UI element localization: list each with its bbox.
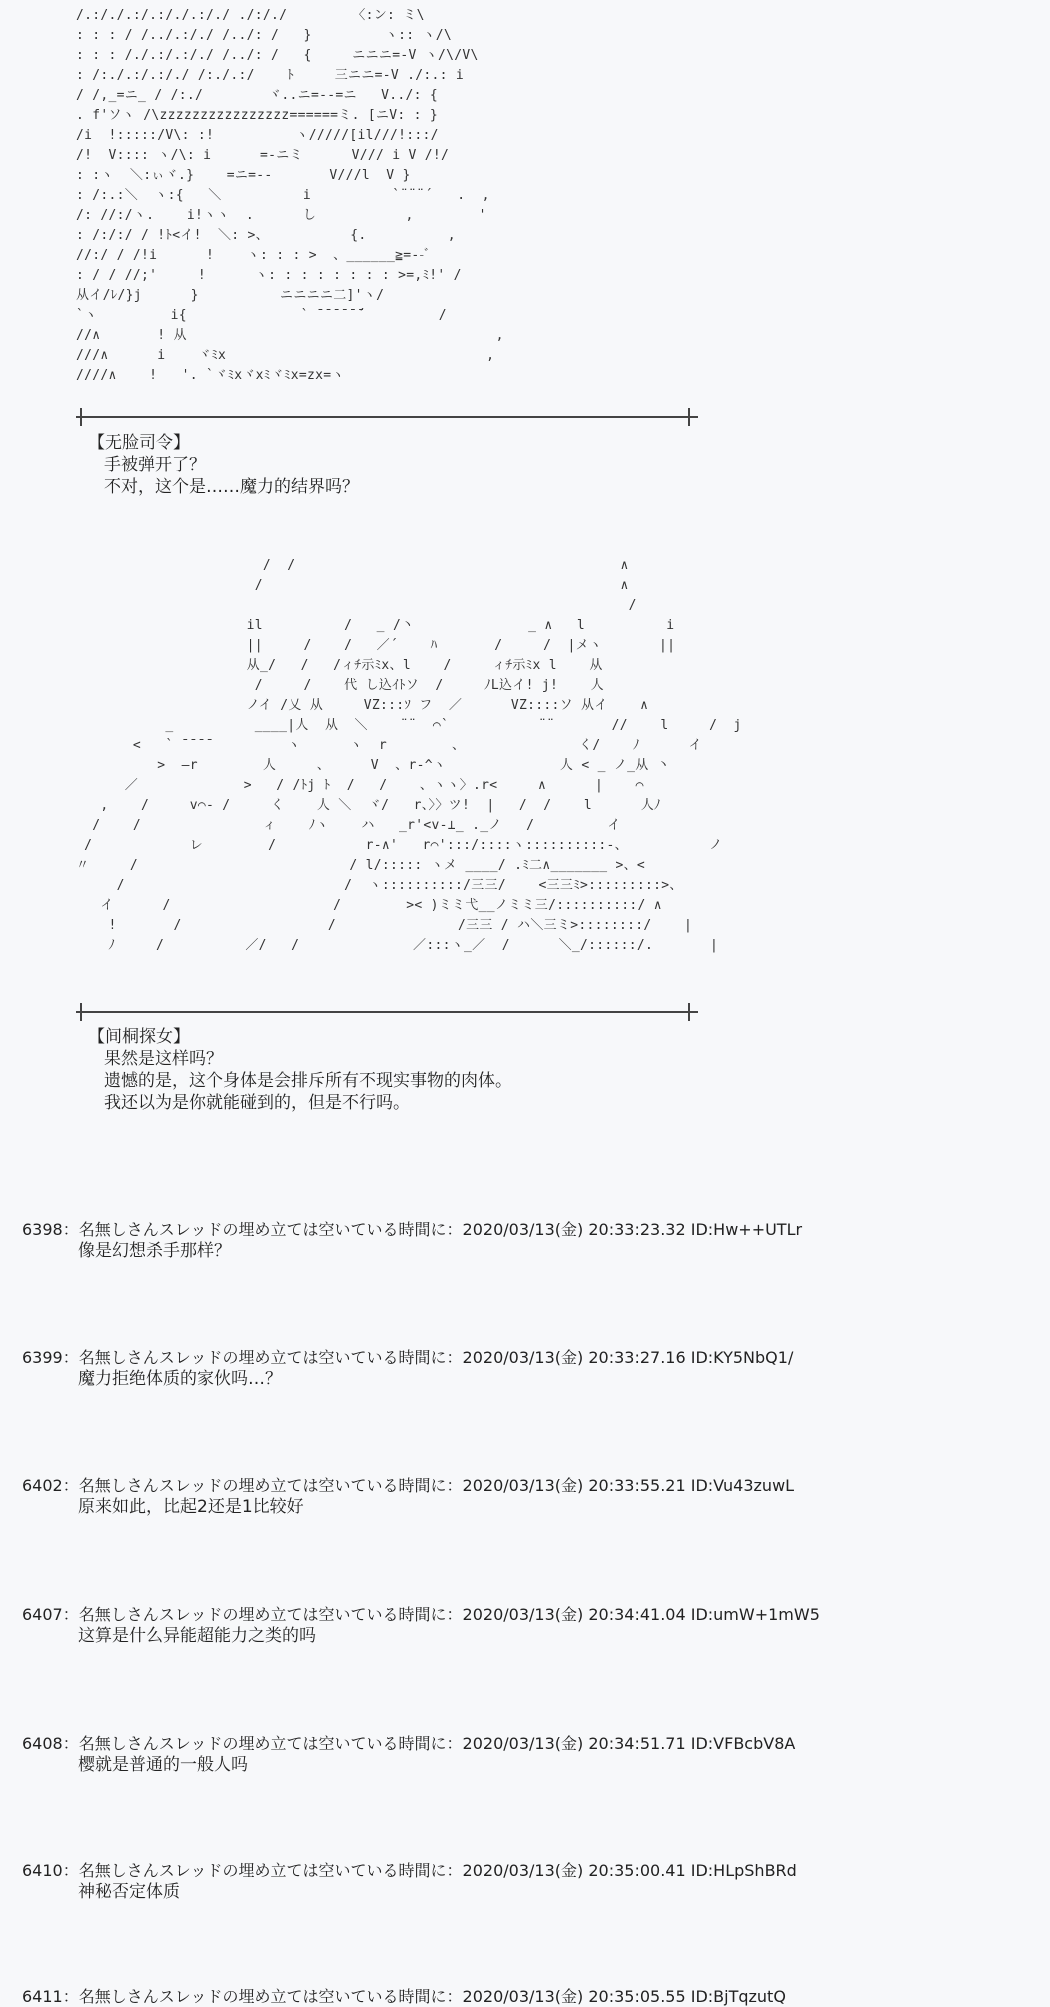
post-header: 6411：名無しさんスレッドの埋め立ては空いている時間に：2020/03/13(金) 20:35:05.55 ID:BjTqzutQ: [22, 1987, 786, 2006]
dialogue-line: 手被弹开了？: [104, 455, 206, 475]
post-header: 6408：名無しさんスレッドの埋め立ては空いている時間に：2020/03/13(金) 20:34:51.71 ID:VFBcbV8A: [22, 1734, 796, 1753]
speaker-name: 【无脸司令】: [88, 433, 190, 453]
post-header: 6402：名無しさんスレッドの埋め立ては空いている時間に：2020/03/13(金) 20:33:55.21 ID:Vu43zuwL: [22, 1476, 795, 1495]
dialogue-block-1: [88, 432, 359, 498]
dialogue-line: 不对，这个是……魔力的结界吗？: [104, 477, 359, 497]
scene-divider-2: [76, 1011, 698, 1013]
speaker-name: 【间桐探女】: [88, 1027, 190, 1047]
divider-endcap-right: [688, 1003, 690, 1021]
divider-endcap-left: [80, 1003, 82, 1021]
thread-post-6398: [22, 1219, 802, 1262]
post-header: 6410：名無しさんスレッドの埋め立ては空いている時間に：2020/03/13(金) 20:35:00.41 ID:HLpShBRd: [22, 1861, 797, 1880]
thread-post-6411: [22, 1986, 786, 2007]
thread-post-6399: [22, 1347, 793, 1390]
ascii-art-character-1: /.:/./.:/.:/./.:/./ ./:/./ 〈:ン: ミ\ : : : / /../.:/./ /../: / } ヽ:: ヽ/\ : : : /./.:/.:/./ /../: / { ニニニ=-V ヽ/\/V\ : /:./.:/.:/./ /:./.:/ ﾄ 三ニニ=-V ./:.: i / /,_=ニ_ / /:./ ヾ..ニ=--=ニ V../: { . f'ソヽ /\zzzzzzzzzzzzzzzz======ミ. [ニV: : } /i !:::::/V\: :! ヽ/////[il///!:::/ /! V:::: ヽ/\: i =-ニミ V/// i V /!/ : :ヽ ＼:ぃヾ.} =ニ=-- V///l V } : /:.:＼ ヽ:{ ＼ i `¨¨¨´ . , /: //:/ヽ. i!ヽヽ . し , ' : /:/:/ / !ﾄ<イ! ＼: >、 {. , //:/ / /!i ! ヽ: : : > 、______≧=--ﾞ : / / //;' ! ヽ: : : : : : : : >=,ﾐ!' / 从イ/ﾚ/}j } ニニニニ二]'ヽ/ `ヽ i{ ` ̄ ̄ ̄ ̄ ̄ ̄´ / //∧ ! 从 , ///∧ i ヾﾐx , ////∧ ! '. `ヾﾐxヾxﾐヾﾐx=zx=ヽ: [76, 8, 504, 383]
post-body: 神秘否定体质: [78, 1882, 180, 1902]
post-body: 原来如此，比起2还是1比较好: [78, 1497, 304, 1517]
ascii-art-character-2: / / ∧ / ∧ / il / _ /丶 _ ∧ l i || / / ／´ ﾊ / / |メヽ || 从_/ / /ィﾁ示ﾐx、l / ィﾁ示ﾐx l 从 / / 代 し込ｲﾄソ / ﾉL込イ! j! 人 ノイ /乂 从 VZ:::ｿ フ ／ VZ::::ソ 从イ ∧ _ ____|人 从 ＼ ¨¨ ⌒` ¨¨ // l / j < ` ̄ ̄ ̄ ̄ ヽ ヽ r 、 く/ ﾉ イ > ―r 人 、 V 、r-^ヽ 人 < _ ノ_从 丶 ／ > / /ﾄj ﾄ / / 、ヽヽ〉.r< ∧ | ⌒ , / v⌒- / く 人 ＼ ヾ/ r、〉〉ツ! | / / l 人ﾉ / / ィ ﾉヽ ハ _r'<v-⊥_ ._ノ / イ / レ / r-∧' r⌒':::/::::ヽ::::::::::-、 ノ 〃 / / l/::::: ヽメ ____/ .ﾐ二∧_______ >、< / / ヽ::::::::::/三三/ <三三ﾐ>:::::::::>、 イ / / >< )ミミ弋__ノミミ三/::::::::::/ ∧ ! / / /三三 / ハ＼三ミ>::::::::/ | ﾉ / ／/ / ／:::ヽ_／ / ＼_/::::::/. |: [76, 558, 742, 953]
dialogue-line: 我还以为是你就能碰到的，但是不行吗。: [104, 1093, 410, 1113]
thread-post-6402: [22, 1475, 794, 1518]
post-body: 樱就是普通的一般人吗: [78, 1755, 248, 1775]
scene-divider-1: [76, 416, 698, 418]
post-body: 魔力拒绝体质的家伙吗…？: [78, 1369, 282, 1389]
post-body: 这算是什么异能超能力之类的吗: [78, 1626, 316, 1646]
post-body: 像是幻想杀手那样？: [78, 1241, 231, 1261]
dialogue-line: 遗憾的是，这个身体是会排斥所有不现实事物的肉体。: [104, 1071, 512, 1091]
post-header: 6407：名無しさんスレッドの埋め立ては空いている時間に：2020/03/13(金) 20:34:41.04 ID:umW+1mW5: [22, 1605, 820, 1624]
dialogue-line: 果然是这样吗？: [104, 1049, 223, 1069]
post-header: 6399：名無しさんスレッドの埋め立ては空いている時間に：2020/03/13(金) 20:33:27.16 ID:KY5NbQ1/: [22, 1348, 794, 1367]
divider-endcap-left: [80, 408, 82, 426]
thread-post-6410: [22, 1860, 797, 1903]
thread-post-6408: [22, 1733, 795, 1776]
post-header: 6398：名無しさんスレッドの埋め立ては空いている時間に：2020/03/13(金) 20:33:23.32 ID:Hw++UTLr: [22, 1220, 803, 1239]
divider-endcap-right: [688, 408, 690, 426]
thread-post-6407: [22, 1604, 820, 1647]
dialogue-block-2: [88, 1026, 512, 1114]
